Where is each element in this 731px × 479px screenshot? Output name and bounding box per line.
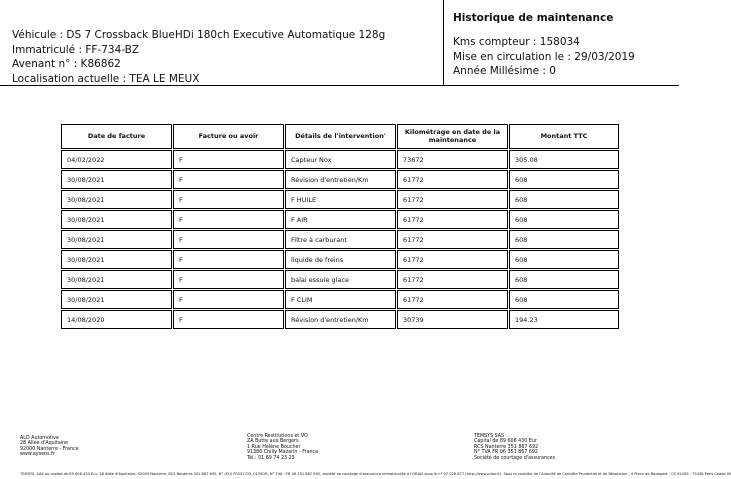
cell-mileage: 61772 xyxy=(397,290,508,309)
cell-type: F xyxy=(173,250,284,269)
cell-mileage: 61772 xyxy=(397,270,508,289)
footer-line: Centre Restitutions et VO xyxy=(247,434,308,439)
cell-details: F AIR xyxy=(285,210,396,229)
cell-mileage: 61772 xyxy=(397,230,508,249)
cell-details: F CLIM xyxy=(285,290,396,309)
cell-type: F xyxy=(173,170,284,189)
first-registration-date: Mise en circulation le : 29/03/2019 xyxy=(453,50,635,63)
cell-type: F xyxy=(173,150,284,169)
footer-line: 1 Rue Hélène Boucher xyxy=(247,444,301,450)
footer-line: 92000 Nanterre - France xyxy=(20,446,79,452)
cell-amount: 194.23 xyxy=(509,310,619,329)
header-vertical-divider xyxy=(443,0,444,85)
table-row xyxy=(61,150,619,169)
footer-phone: Tél.: 01 69 74 23 23 xyxy=(247,455,295,461)
cell-type: F xyxy=(173,230,284,249)
vehicle-registration: Immatriculé : FF-734-BZ xyxy=(12,43,140,56)
cell-amount: 608 xyxy=(509,290,619,309)
footer-legal-notice: TEMSYS, SAS au capital de 89 606 430 Eur, 28 Allée d'Aquitaine, 92000 Nanterre, RCS Nanterre 351 867 692, N° (EU) FR231725_01YSGR, N° TVA : FR 06 351 867 692, société de courtage d'assurance immatriculée à l'ORIAS sous le n° 07 026 677 (http://www.orias.fr). Sous le contrôle de l'Autorité de Contrôle Prudentiel et de Résolution - 4 Place de Budapest - CS 92459 - 75436 Paris Cedex 09 xyxy=(20,472,731,476)
cell-mileage: 61772 xyxy=(397,170,508,189)
cell-type: F xyxy=(173,190,284,209)
vehicle-info xyxy=(12,28,385,86)
cell-details: Filtre à carburant xyxy=(285,230,396,249)
table-header-row xyxy=(61,124,619,149)
odometer-reading: Kms compteur : 158034 xyxy=(453,36,580,48)
cell-details: Révision d'entretien/Km xyxy=(285,310,396,329)
cell-details: Révision d'entretien/Km xyxy=(285,170,396,189)
footer-company-address xyxy=(20,436,220,458)
cell-mileage: 73672 xyxy=(397,150,508,169)
cell-date: 30/08/2021 xyxy=(61,210,172,229)
footer-line: TEMSYS SAS xyxy=(474,434,505,439)
cell-date: 30/08/2021 xyxy=(61,230,172,249)
cell-type: F xyxy=(173,270,284,289)
table-row xyxy=(61,230,619,249)
table-row xyxy=(61,170,619,189)
cell-amount: 608 xyxy=(509,230,619,249)
cell-mileage: 61772 xyxy=(397,210,508,229)
cell-amount: 305.08 xyxy=(509,150,619,169)
table-row xyxy=(61,250,619,269)
cell-details: liquide de freins xyxy=(285,250,396,269)
cell-date: 30/08/2021 xyxy=(61,170,172,189)
history-title: Historique de maintenance xyxy=(453,12,614,24)
table-row xyxy=(61,270,619,289)
header-mileage: Kilométrage en date de la maintenance xyxy=(397,124,508,149)
maintenance-table xyxy=(61,124,619,329)
footer-broker-info xyxy=(474,434,674,461)
footer-line: Société de courtage d'assurances xyxy=(474,455,556,461)
cell-date: 30/08/2021 xyxy=(61,270,172,289)
cell-amount: 608 xyxy=(509,250,619,269)
cell-date: 04/02/2022 xyxy=(61,150,172,169)
cell-date: 30/08/2021 xyxy=(61,190,172,209)
footer-line: 91380 Chilly Mazarin - France xyxy=(247,450,319,456)
cell-amount: 608 xyxy=(509,270,619,289)
cell-type: F xyxy=(173,290,284,309)
header-horizontal-divider xyxy=(0,85,679,86)
cell-amount: 608 xyxy=(509,190,619,209)
table-row xyxy=(61,310,619,329)
footer-line: N° TVA FR 06 351 867 692 xyxy=(474,450,538,456)
table-row xyxy=(61,210,619,229)
footer-line: Capital de 89 606 430 Eur xyxy=(474,439,537,445)
cell-type: F xyxy=(173,310,284,329)
footer-restitution-center xyxy=(247,434,447,461)
table-row xyxy=(61,190,619,209)
history-summary xyxy=(453,11,679,79)
header-invoice-date: Date de facture xyxy=(61,124,172,149)
footer-line: RCS Nanterre 351 867 692 xyxy=(474,444,539,450)
cell-date: 14/08/2020 xyxy=(61,310,172,329)
cell-mileage: 61772 xyxy=(397,190,508,209)
table-row xyxy=(61,290,619,309)
cell-mileage: 30739 xyxy=(397,310,508,329)
footer-line: 28 Allée d'Aquitaine xyxy=(20,441,69,447)
cell-amount: 608 xyxy=(509,170,619,189)
cell-details: F HUILE xyxy=(285,190,396,209)
cell-date: 30/08/2021 xyxy=(61,290,172,309)
cell-mileage: 61772 xyxy=(397,250,508,269)
header-intervention-details: Détails de l'intervention' xyxy=(285,124,396,149)
header-invoice-type: Facture ou avoir xyxy=(173,124,284,149)
vehicle-location: Localisation actuelle : TEA LE MEUX xyxy=(12,72,200,85)
cell-type: F xyxy=(173,210,284,229)
vehicle-model: Véhicule : DS 7 Crossback BlueHDi 180ch Executive Automatique 128g xyxy=(12,29,386,41)
vehicle-contract: Avenant n° : K86862 xyxy=(12,58,121,70)
footer-line: ALD Automotive xyxy=(20,436,59,441)
header-amount: Montant TTC xyxy=(509,124,619,149)
cell-amount: 608 xyxy=(509,210,619,229)
model-year: Année Millésime : 0 xyxy=(453,65,556,77)
footer-line: ZA Butte aux Bergers xyxy=(247,439,299,445)
cell-date: 30/08/2021 xyxy=(61,250,172,269)
footer-website-link[interactable]: www.aysens.fr xyxy=(20,452,55,458)
cell-details: Capteur Nox xyxy=(285,150,396,169)
cell-details: balai essuie glace xyxy=(285,270,396,289)
